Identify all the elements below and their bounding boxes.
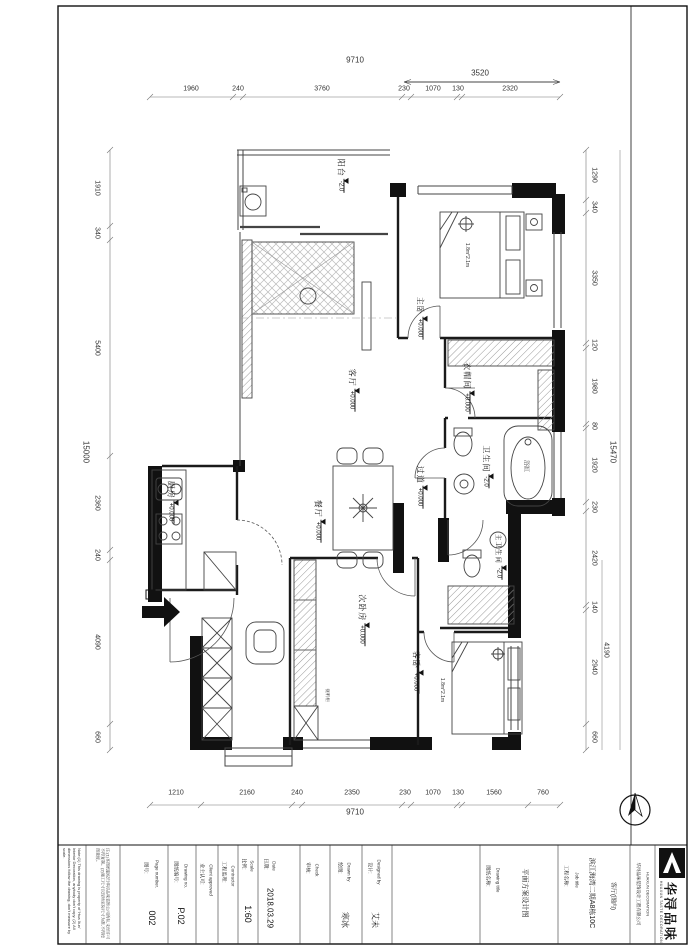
dim-top-sub: 3520 [471, 68, 489, 78]
titleblock-note-cn: 注:(1)本图纸版权归华浔品味装饰公司所有,未经许可不得复制。(2)施工尺寸以现场实际尺寸为准,不得按图量度。 [95, 848, 111, 940]
field-designed-cn: 设计: [366, 862, 373, 874]
field-drawing-title-value: 平面方案设计图 [521, 868, 528, 918]
room-elevation: +0.000 [348, 390, 355, 410]
field-drawing-title-en: Drawing title [495, 867, 501, 893]
bedroom-wardrobe [294, 560, 316, 706]
av-cabinet-label: 视听柜 [325, 688, 330, 702]
armchair [246, 622, 284, 664]
dim-right-11: 2940 [590, 659, 598, 675]
shoe-cabinet [202, 618, 232, 740]
room-elevation: +0.000 [358, 625, 365, 644]
titleblock-note-en: Note:(1) This drawing is property of 'Hua Xun' Interior Decoration, anybody don't copy. (2) All dimensions follow the drawing, don't measure by scale. [62, 848, 82, 935]
ceiling-lamp-icon [458, 216, 474, 232]
field-drawing-no-value: P.02 [176, 907, 186, 925]
dim-bottom-9: 760 [537, 789, 549, 797]
shower-floor [448, 586, 514, 624]
room-label-dining [313, 500, 324, 543]
brand-name-en: HUAXUN TASTE DECORATION [659, 880, 663, 944]
room-name: 客卧 [411, 650, 421, 669]
field-client-cn: 业主认可: [198, 863, 205, 885]
field-page-value: 002 [147, 910, 157, 926]
dim-bottom-3: 240 [291, 789, 303, 797]
room-label-kitchen [166, 481, 177, 524]
compass-icon [620, 793, 650, 825]
dim-right-3: 3350 [590, 270, 598, 286]
room-name: 厨房 [166, 480, 176, 499]
dim-top-4: 230 [398, 85, 410, 93]
room-name: 卫生间 [481, 445, 491, 473]
room-name: 次卧房 [357, 594, 367, 622]
room-elevation: -2.0 [337, 180, 344, 192]
room-label-guest-bedroom [411, 651, 422, 694]
room-elevation: +0.000 [416, 487, 423, 507]
titleblock-grid [86, 845, 655, 944]
field-date-value: 2018.03.29 [265, 887, 275, 929]
dim-right-10: 140 [590, 601, 598, 613]
dim-left-2: 340 [93, 227, 101, 239]
dim-left-7: 660 [93, 731, 101, 743]
furniture [152, 186, 554, 740]
room-elevation: +0.000 [412, 672, 419, 692]
room-name: 过道 [415, 465, 425, 484]
guest-bed-size: 1.8m*2.1m [439, 677, 445, 703]
dining-set [333, 448, 393, 568]
room-elevation: +0.000 [463, 393, 470, 412]
dim-right-sub: 4190 [602, 642, 610, 658]
room-name: 主卧 [415, 296, 425, 315]
room-label-master-bathroom [495, 534, 504, 580]
field-drawn-value: 寒冰 [340, 912, 350, 928]
room-label-master [415, 297, 426, 340]
field-scale-value: 1:60 [243, 905, 253, 923]
plant-icon [349, 494, 377, 522]
field-drawn-en: Drawn by [346, 862, 352, 882]
room-label-corridor [415, 466, 426, 509]
field-check-cn: 审核: [304, 862, 311, 874]
toilet-2 [463, 550, 481, 577]
dim-right-7: 1920 [590, 457, 598, 473]
dim-right-1: 1290 [590, 167, 598, 183]
basin [454, 474, 474, 494]
field-job-en: Job title [574, 872, 580, 888]
dim-top-1: 1960 [183, 85, 199, 93]
room-label-bathroom [481, 445, 492, 488]
room-label-living [347, 369, 358, 412]
dim-left-6: 4090 [93, 634, 101, 650]
dim-right-6: 80 [590, 422, 598, 430]
room-name: 衣帽间 [462, 362, 472, 390]
av-cabinet [294, 706, 318, 740]
field-date-en: Date [271, 861, 277, 871]
field-designed-value: 艾未 [370, 912, 380, 928]
dim-right-4: 120 [590, 339, 598, 351]
ceiling-lamp-2-icon [491, 647, 505, 661]
room-name: 阳台 [336, 158, 346, 177]
company-name-en: HUAXUN DECORATION [645, 871, 651, 917]
field-job-value: 滨江海湾二期A8栋10C [588, 857, 595, 929]
dim-left-4: 2360 [93, 495, 101, 511]
huaxun-logo-icon [659, 848, 685, 878]
field-scale-cn: 比例: [240, 858, 247, 870]
dim-right-5: 1980 [590, 378, 598, 394]
field-drawing-title-cn: 图纸名称: [484, 865, 491, 887]
dim-bottom-4: 2350 [344, 789, 360, 797]
room-name: 餐厅 [313, 499, 323, 518]
toilet [454, 428, 472, 456]
field-page-cn: 图号: [142, 862, 149, 874]
master-bed-size: 1.8m*2.1m [464, 242, 470, 268]
dim-bottom-2: 2160 [239, 789, 255, 797]
field-drawing-no-cn: 图纸编号: [172, 861, 179, 883]
interior-walls [162, 197, 552, 745]
dim-top-6: 130 [452, 85, 464, 93]
room-elevation: -2.0 [495, 567, 502, 579]
dim-right-8: 230 [590, 501, 598, 513]
field-check-en: Check [314, 863, 320, 877]
dim-bottom-1: 1210 [168, 789, 184, 797]
dim-top-5: 1070 [425, 85, 441, 93]
field-job-value2: 客厅(图内) [609, 882, 616, 910]
field-contractor-cn: 工程监理: [220, 861, 227, 883]
field-drawing-no-en: Drawing no. [183, 863, 189, 889]
master-bed [440, 212, 542, 298]
dim-left-5: 240 [93, 549, 101, 561]
field-contractor-en: Contractor [230, 865, 236, 887]
doors [167, 306, 483, 662]
room-elevation: +0.000 [167, 502, 174, 522]
room-elevation: +0.000 [314, 521, 321, 541]
room-elevation: -2.0 [482, 476, 489, 487]
room-label-second-bedroom [357, 594, 368, 646]
dim-right-2: 340 [590, 201, 598, 213]
field-client-en: Client approved [208, 864, 214, 896]
field-designed-en: Designed by [376, 859, 382, 885]
room-name: 主卫生间 [494, 533, 502, 564]
dim-bottom-6: 1070 [425, 789, 441, 797]
dim-top-7: 2320 [502, 85, 518, 93]
dim-left-3: 5400 [93, 340, 101, 356]
room-label-cloakroom [462, 362, 473, 414]
bathtub-label: 浴缸 [522, 459, 529, 473]
field-date-cn: 日期: [262, 858, 269, 870]
dim-left-total: 15000 [81, 440, 91, 464]
room-name: 客厅 [347, 368, 357, 387]
dim-top-2: 240 [232, 85, 244, 93]
field-scale-en: Scale [249, 860, 255, 872]
dim-bottom-8: 1560 [486, 789, 502, 797]
wardrobe-side [538, 370, 554, 430]
dim-bottom-5: 230 [399, 789, 411, 797]
dim-right-9: 2420 [590, 550, 598, 566]
dim-left-1: 1910 [93, 180, 101, 196]
washer [240, 186, 266, 216]
dim-right-total: 15470 [608, 440, 618, 464]
dim-bottom-total: 9710 [346, 807, 364, 817]
field-drawn-cn: 绘图: [336, 862, 343, 874]
company-name-cn: 华浔品味装饰设计工程有限公司 [636, 862, 641, 926]
room-label-balcony [336, 159, 347, 193]
brand-name: 华浔品味 [662, 881, 678, 943]
dim-bottom-7: 130 [452, 789, 464, 797]
dim-right-12: 660 [590, 731, 598, 743]
dim-top-total: 9710 [346, 55, 364, 65]
field-page-en: Page number. [154, 859, 160, 889]
tv-console [362, 282, 371, 350]
room-elevation: +0.000 [416, 318, 423, 338]
tv-wall-cabinet [242, 240, 252, 398]
dim-top-3: 3760 [314, 85, 330, 93]
field-job-cn: 工程名称: [562, 865, 569, 887]
